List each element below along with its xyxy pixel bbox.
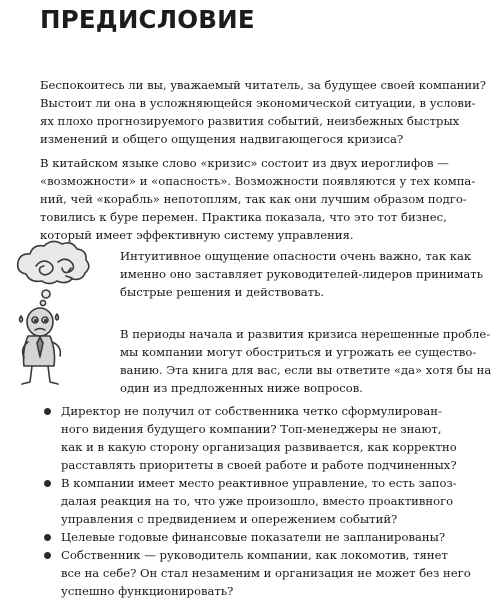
text-line: Целевые годовые финансовые показатели не запланированы? <box>61 530 446 544</box>
bullet-icon <box>44 480 51 487</box>
text-line: Собственник — руководитель компании, как локомотив, тянет <box>61 548 448 562</box>
text-line: ях плохо прогнозируемого развития событий, неизбежных быстрых <box>40 114 460 128</box>
text-line: успешно функционировать? <box>61 584 234 598</box>
question-list <box>40 402 471 600</box>
page-title: ПРЕДИСЛОВИЕ <box>40 5 255 34</box>
list-item <box>40 402 457 474</box>
text-line: Директор не получил от собственника четко сформулирован- <box>61 404 442 418</box>
list-item <box>40 474 457 528</box>
text-line: ного видения будущего компании? Топ-менеджеры не знают, <box>61 422 442 436</box>
bullet-icon <box>44 408 51 415</box>
bullet-icon <box>44 534 51 541</box>
text-line: В китайском языке слово «кризис» состоит из двух иероглифов — <box>40 156 449 170</box>
text-line: В компании имеет место реактивное управление, то есть запоз- <box>61 476 457 490</box>
text-line: один из предложенных ниже вопросов. <box>120 381 363 395</box>
text-line: Беспокоитесь ли вы, уважаемый читатель, за будущее своей компании? <box>40 78 487 92</box>
paragraph-chinese-crisis <box>40 154 476 244</box>
text-line: именно оно заставляет руководителей-лидеров принимать <box>120 267 484 281</box>
paragraph-crisis-periods <box>120 325 491 397</box>
text-line: «возможности» и «опасность». Возможности появляются у тех компа- <box>40 174 476 188</box>
paragraph-intro <box>40 76 487 148</box>
list-item <box>40 546 471 600</box>
text-line: ванию. Эта книга для вас, если вы ответите «да» хотя бы на <box>120 363 491 377</box>
text-line: далая реакция на то, что уже произошло, вместо проактивного <box>61 494 454 508</box>
text-line: Интуитивное ощущение опасности очень важно, так как <box>120 249 472 263</box>
text-line: В периоды начала и развития кризиса нерешенные пробле- <box>120 327 491 341</box>
text-line: как и в какую сторону организация развивается, как корректно <box>61 440 457 454</box>
text-line: мы компании могут обостриться и угрожать ее существо- <box>120 345 477 359</box>
text-line: все на себе? Он стал незаменим и организация не может без него <box>61 566 471 580</box>
worried-man-thinking-icon <box>6 236 118 396</box>
text-line: Выстоит ли она в усложняющейся экономической ситуации, в услови- <box>40 96 476 110</box>
text-line: изменений и общего ощущения надвигающегося кризиса? <box>40 132 404 146</box>
text-line: управления с предвидением и опережением событий? <box>61 512 398 526</box>
text-line: расставлять приоритеты в своей работе и работе подчиненных? <box>61 458 457 472</box>
text-line: быстрые решения и действовать. <box>120 285 325 299</box>
paragraph-intuition <box>120 247 484 301</box>
text-line: товились к буре перемен. Практика показала, что это тот бизнес, <box>40 210 447 224</box>
text-line: ний, чей «корабль» непотоплям, так как они лучшим образом подго- <box>40 192 467 206</box>
list-item <box>40 528 446 546</box>
bullet-icon <box>44 552 51 559</box>
text-line: который имеет эффективную систему управления. <box>40 228 354 242</box>
